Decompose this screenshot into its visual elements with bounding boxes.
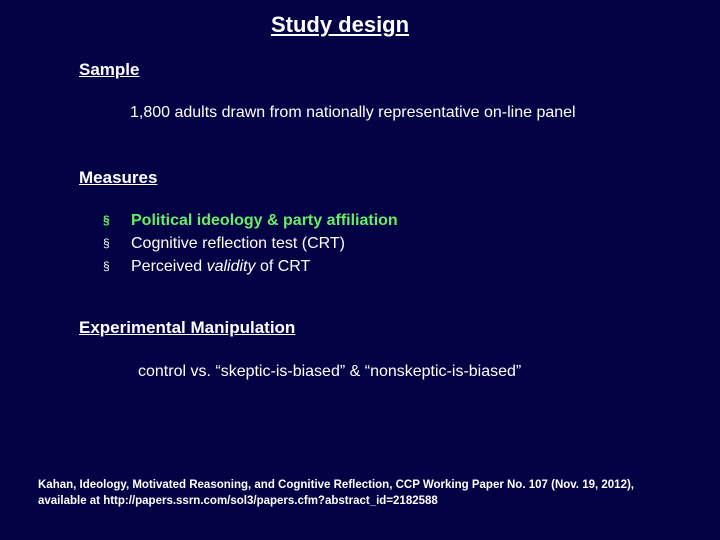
manipulation-heading: Experimental Manipulation (79, 318, 296, 337)
list-item (103, 209, 398, 232)
bullet-icon: § (103, 213, 110, 227)
list-item (103, 255, 398, 278)
sample-text: 1,800 adults drawn from nationally representative on-line panel (130, 104, 576, 121)
manipulation-text: control vs. “skeptic-is-biased” & “nonskeptic-is-biased” (138, 363, 522, 380)
citation (38, 477, 634, 509)
bullet-icon: § (103, 259, 110, 273)
citation-link[interactable]: available at http://papers.ssrn.com/sol3/papers.cfm?abstract_id=2182588 (38, 495, 438, 507)
measures-heading: Measures (79, 168, 158, 187)
measure-text: Cognitive reflection test (CRT) (131, 235, 345, 252)
measure-prefix: Perceived (131, 258, 207, 275)
measure-emphasis: validity (206, 258, 256, 275)
slide-title: Study design (270, 12, 410, 37)
sample-heading: Sample (79, 60, 140, 79)
list-item (103, 232, 398, 255)
measure-suffix: of CRT (255, 258, 311, 275)
measure-text (131, 255, 310, 278)
measures-list (103, 209, 398, 278)
bullet-icon: § (103, 236, 110, 250)
measure-text: Political ideology & party affiliation (131, 212, 398, 229)
citation-line: Kahan, Ideology, Motivated Reasoning, and Cognitive Reflection, CCP Working Paper No. 107 (Nov. 19, 2012), (38, 479, 634, 491)
